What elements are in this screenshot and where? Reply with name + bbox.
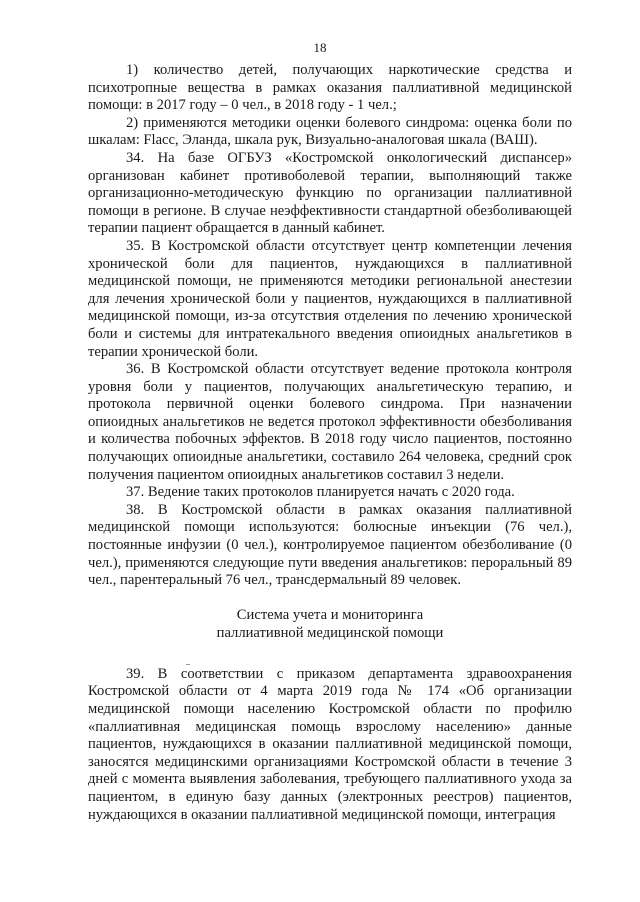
page-number: 18 — [313, 40, 327, 55]
paragraph-34: 34. На базе ОГБУЗ «Костромской онкологический диспансер» организован кабинет противоболевой терапии, выполняющий также организационно-методическую функцию по организации паллиативной помощи в регионе. В случае неэффективности стандартной обезболивающей терапии пациент обращается в данный кабинет. — [88, 149, 572, 237]
paragraph-36: 36. В Костромской области отсутствует ведение протокола контроля уровня боли у пациентов, получающих анальгетическую терапию, и протокола первичной оценки болевого синдрома. При назначении опиоидных анальгетиков не ведется протокол эффективности обезболивания и количества побочных эффектов. В 2018 году число пациентов, постоянно получающих опиоидные анальгетики, составило 264 человека, средний срок получения пациентом опиоидных анальгетиков составил 3 недели. — [88, 361, 572, 483]
paragraph-38: 38. В Костромской области в рамках оказания паллиативной медицинской помощи используются: болюсные инъекции (76 чел.), постоянные инфузии (0 чел.), контролируемое пациентом обезболивание (0 чел.), применяются следующие пути введения анальгетиков: пероральный 89 чел., парентеральный 76 чел., трансдермальный 89 человек. — [88, 501, 572, 589]
section-heading-line-2: паллиативной медицинской помощи — [216, 624, 444, 641]
paragraph-39: 39. В соответствии с приказом департамента здравоохранения Костромской области от 4 марта 2019 года № 174 «Об организации медицинской помощи населению Костромской области по профилю «паллиативная медицинская помощь взрослому населению» данные пациентов, нуждающихся в оказании паллиативной медицинской помощи, заносятся медицинскими организациями Костромской области в течение 3 дней с момента выявления заболевания, требующего паллиативного ухода за пациентом, в единую базу данных (электронных реестров) пациентов, нуждающихся в оказании паллиативной медицинской помощи, интеграция — [88, 665, 572, 823]
scan-mark — [186, 664, 190, 665]
paragraph-35: 35. В Костромской области отсутствует центр компетенции лечения хронической боли для пациентов, нуждающихся в паллиативной медицинской помощи, не применяются методики региональной анестезии для лечения хронической боли у пациентов, нуждающихся в паллиативной медицинской помощи, из-за отсутствия отделения по лечению хронической боли и системы для интратекального введения опиоидных анальгетиков в терапии хронической боли. — [88, 237, 572, 360]
paragraph-37: 37. Ведение таких протоколов планируется начать с 2020 года. — [126, 484, 515, 501]
document-body — [88, 62, 572, 824]
section-heading — [88, 606, 572, 642]
section-heading-line-1: Система учета и мониторинга — [236, 606, 424, 623]
paragraph-item-2: 2) применяются методики оценки болевого синдрома: оценка боли по шкалам: Flacc, Эланда, шкала рук, Визуально-аналоговая шкала (ВАШ). — [88, 114, 572, 149]
paragraph-item-1: 1) количество детей, получающих наркотические средства и психотропные вещества в рамках оказания паллиативной медицинской помощи: в 2017 году – 0 чел., в 2018 году - 1 чел.; — [88, 62, 572, 114]
